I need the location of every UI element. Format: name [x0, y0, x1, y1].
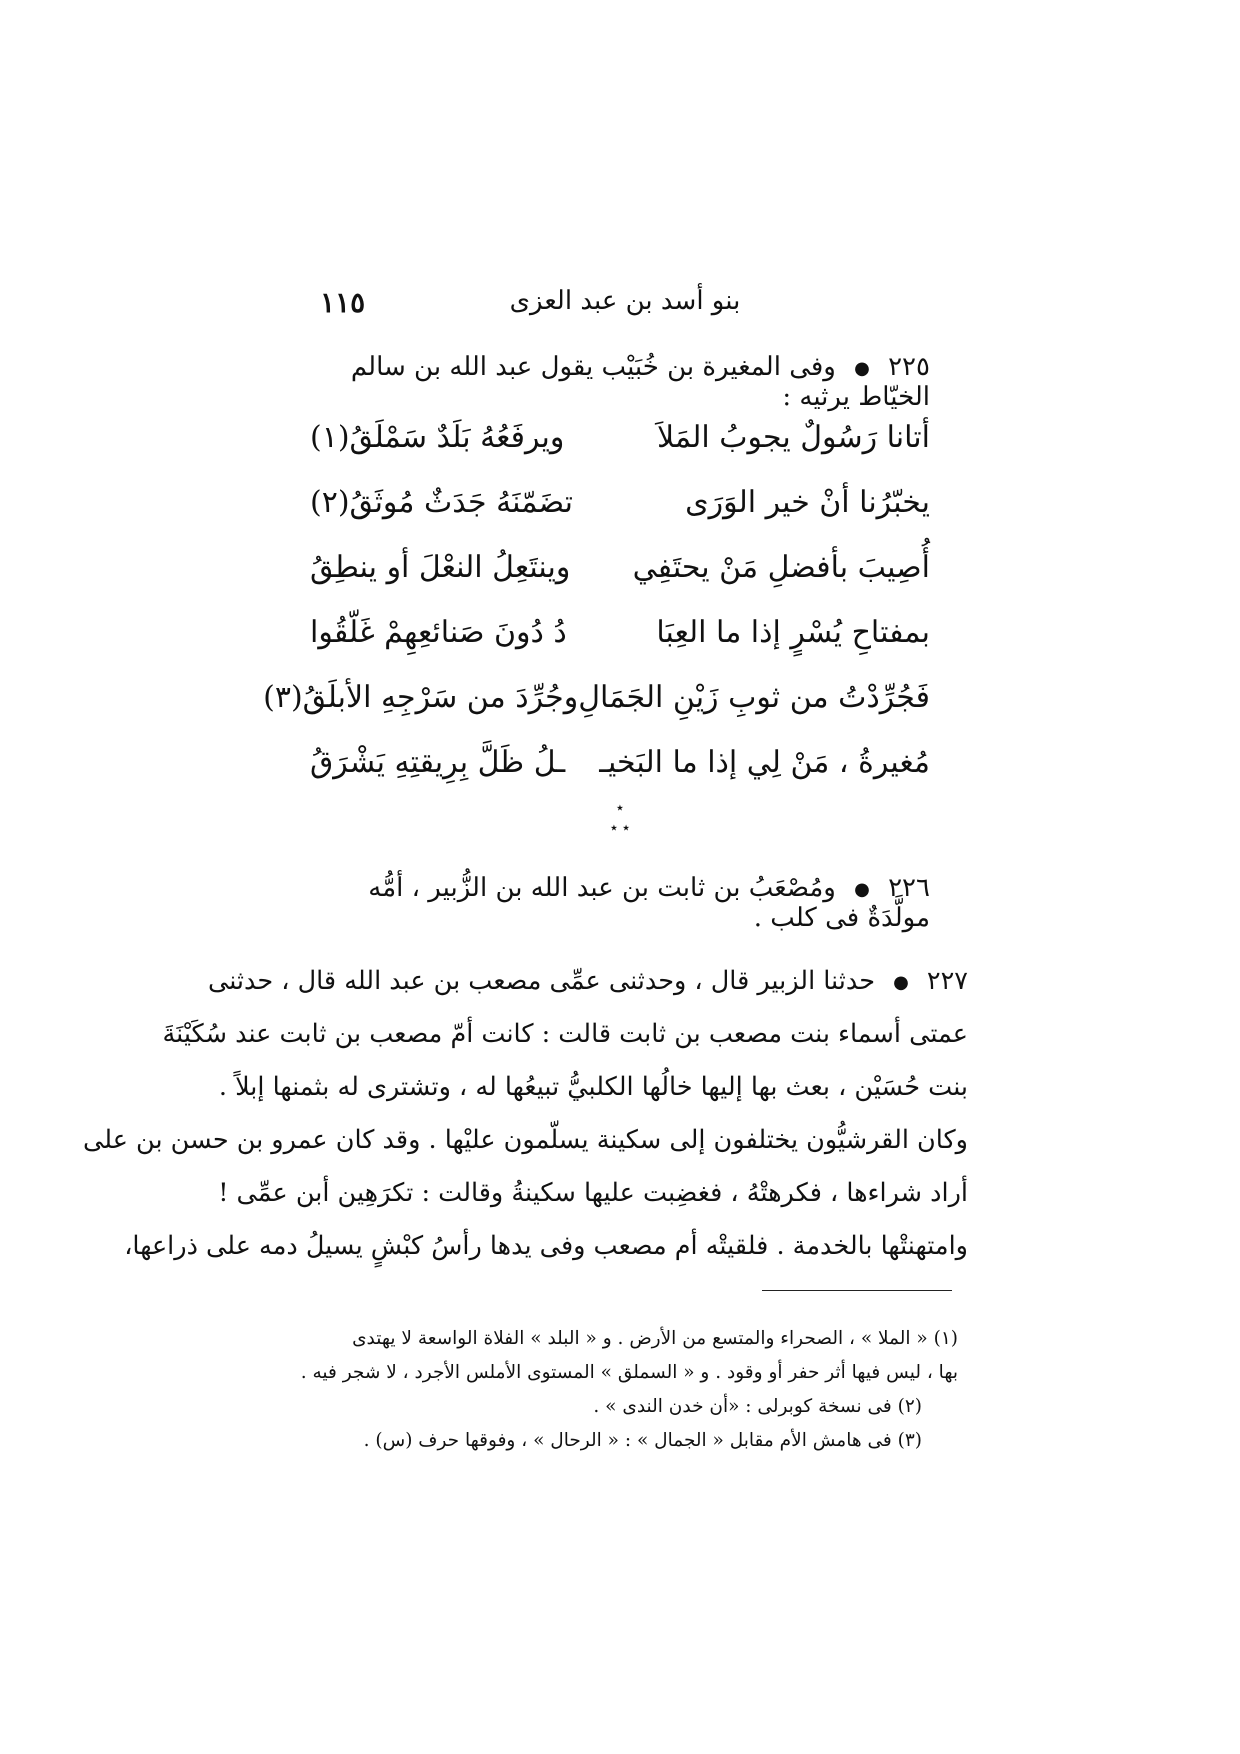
entry-number: ٢٢٧: [926, 966, 968, 996]
entry-text: ومُصْعَبُ بن ثابت بن عبد الله بن الزُّبير ، أمُّه مولَّدَةٌ فى كلب .: [368, 873, 930, 933]
verse-first-hemistich: مُغيرةُ ، مَنْ لِي إذا ما البَخيـ: [599, 745, 930, 780]
entry-225-intro: [310, 352, 930, 412]
page-number: ١١٥: [320, 286, 366, 319]
verse-second-hemistich: وجُرِّدَ من سَرْجِهِ الأبلَقُ(٣): [263, 680, 579, 715]
entry-intro-text: وفى المغيرة بن خُبَيْب يقول عبد الله بن سالم الخيّاط يرثيه :: [350, 352, 930, 412]
paragraph-line: وكان القرشيُّون يختلفون إلى سكينة يسلّمون عليْها . وقد كان عمرو بن حسن بن على: [83, 1125, 968, 1155]
section-separator: [0, 800, 1240, 836]
paragraph-line: [207, 955, 968, 1008]
asterisk-icon: ٭: [616, 800, 624, 816]
bullet-icon: ●: [854, 878, 870, 900]
entry-number: ٢٢٥: [888, 352, 930, 382]
verse-first-hemistich: بمفتاحِ يُسْرٍ إذا ما العِبَا: [656, 615, 930, 650]
footnote-line: (١) « الملا » ، الصحراء والمتسع من الأرض . و « البلد » الفلاة الواسعة لا يهتدى: [352, 1328, 958, 1349]
paragraph-line: بنت حُسَيْن ، بعث بها إليها خالُها الكلبيُّ تبيعُها له ، وتشترى له بثمنها إبلاً .: [218, 1072, 968, 1102]
verse-second-hemistich: ويرفَعُهُ بَلَدٌ سَمْلَقُ(١): [310, 420, 565, 455]
paragraph-line-text: حدثنا الزبير قال ، وحدثنى عمِّى مصعب بن عبد الله قال ، حدثنى: [207, 966, 875, 996]
verse: [310, 550, 930, 594]
footnote-line: بها ، ليس فيها أثر حفر أو وقود . و « السملق » المستوى الأملس الأجرد ، لا شجر فيه .: [300, 1362, 958, 1383]
paragraph-line: عمتى أسماء بنت مصعب بن ثابت قالت : كانت أمّ مصعب بن ثابت عند سُكَيْنَةَ: [162, 1019, 968, 1049]
verse: [310, 745, 930, 789]
entry-227: [83, 955, 968, 1273]
verse: [263, 680, 930, 724]
bullet-icon: ●: [893, 971, 909, 993]
poem: [263, 420, 930, 810]
paragraph-line: أراد شراءها ، فكرهتْهُ ، فغضِبت عليها سكينةُ وقالت : تكرَهِين أبن عمِّى !: [218, 1178, 968, 1208]
footnotes: [288, 1322, 958, 1458]
verse: [310, 420, 930, 464]
running-title: بنو أسد بن عبد العزى: [509, 286, 741, 316]
footnote-line: (٢) فى نسخة كوبرلى : «أن خدن الندى » .: [593, 1396, 922, 1417]
verse-second-hemistich: تضَمّنَهُ جَدَثٌ مُوثَقُ(٢): [310, 485, 573, 520]
bullet-icon: ●: [854, 357, 870, 379]
footnote-line: (٣) فى هامش الأم مقابل « الجمال » : « الرحال » ، وفوقها حرف (س) .: [363, 1430, 922, 1451]
paragraph-line: وامتهنتْها بالخدمة . فلقيتْه أم مصعب وفى يدها رأسُ كبْشٍ يسيلُ دمه على ذراعها،: [124, 1231, 968, 1261]
verse-second-hemistich: وينتَعِلُ النعْلَ أو ينطِقُ: [310, 550, 571, 585]
verse: [310, 485, 930, 529]
verse-first-hemistich: أتانا رَسُولٌ يجوبُ المَلاَ: [656, 420, 930, 455]
footnote-rule: [762, 1290, 952, 1291]
verse: [310, 615, 930, 659]
verse-second-hemistich: دُ دُونَ صَنائعِهِمْ غَلّقُوا: [310, 615, 567, 650]
entry-226: [310, 873, 930, 933]
page-header: [320, 286, 930, 326]
verse-first-hemistich: أُصِيبَ بأفضلِ مَنْ يحتَفِي: [632, 550, 930, 585]
verse-first-hemistich: فَجُرِّدْتُ من ثوبِ زَيْنِ الجَمَالِ: [578, 680, 930, 715]
asterisk-pair-icon: ٭ ٭: [610, 820, 630, 836]
verse-first-hemistich: يخبّرُنا أنْ خير الوَرَى: [685, 485, 930, 520]
verse-second-hemistich: ـلُ ظَلَّ بِرِيقتِهِ يَشْرَقُ: [310, 745, 566, 780]
entry-number: ٢٢٦: [888, 873, 930, 903]
